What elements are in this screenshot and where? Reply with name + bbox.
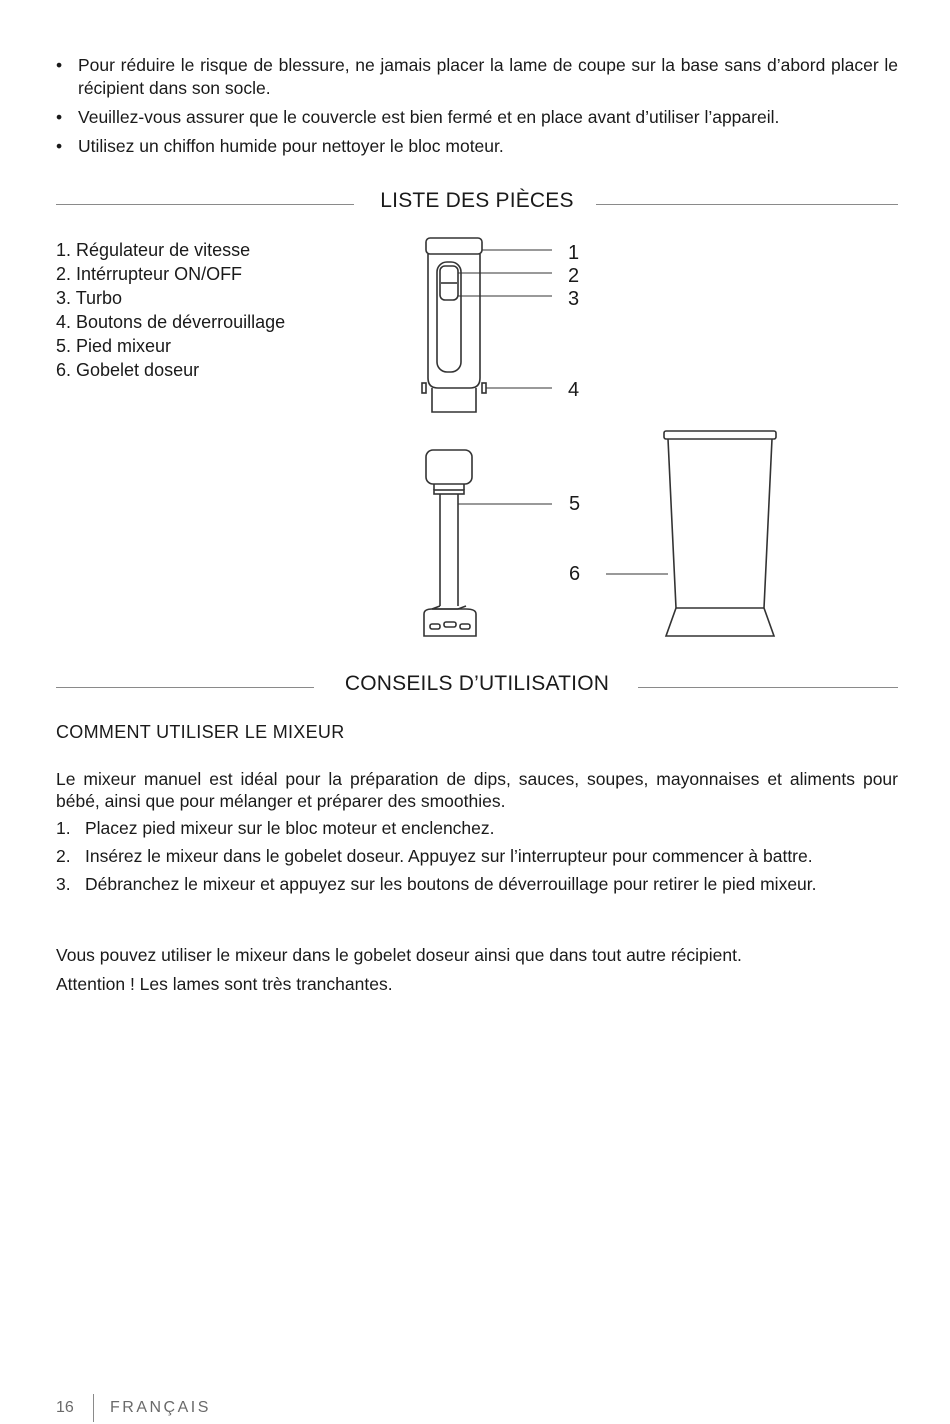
parts-list-item: 2. Intérrupteur ON/OFF — [56, 264, 243, 284]
parts-list — [56, 238, 285, 382]
usage-subtitle: COMMENT UTILISER LE MIXEUR — [56, 722, 345, 742]
parts-list-item: 4. Boutons de déverrouillage — [56, 312, 286, 332]
usage-step — [56, 845, 898, 867]
usage-section-title: CONSEILS D’UTILISATION — [344, 672, 610, 695]
callout-2: 2 — [568, 265, 580, 287]
page-number: 16 — [56, 1399, 74, 1416]
safety-item — [56, 135, 898, 158]
usage-intro: Le mixeur manuel est idéal pour la préparation de dips, sauces, soupes, mayonnaises et aliments pour bébé, ainsi que pour mélanger et préparer des smoothies. — [56, 769, 898, 811]
step-number: 2. — [56, 846, 71, 866]
callout-5: 5 — [569, 493, 581, 515]
parts-section-header — [56, 189, 898, 219]
usage-step — [56, 817, 898, 839]
closing-paragraph: Vous pouvez utiliser le mixeur dans le gobelet doseur ainsi que dans tout autre récipient. — [56, 945, 742, 965]
step-text: Placez pied mixeur sur le bloc moteur et enclenchez. — [85, 818, 495, 838]
step-text: Insérez le mixeur dans le gobelet doseur. Appuyez sur l’interrupteur pour commencer à battre. — [85, 846, 813, 866]
bullet: • — [56, 107, 63, 127]
parts-list-item: 1. Régulateur de vitesse — [56, 240, 251, 260]
safety-text: Pour réduire le risque de blessure, ne jamais placer la lame de coupe sur la base sans d’abord placer le récipient dans son socle. — [78, 55, 898, 98]
step-number: 1. — [56, 818, 71, 838]
parts-list-item: 6. Gobelet doseur — [56, 360, 200, 380]
closing-paragraph: Attention ! Les lames sont très tranchantes. — [56, 974, 393, 994]
measuring-cup-drawing — [664, 431, 776, 636]
callout-1: 1 — [568, 242, 580, 264]
safety-item — [56, 54, 898, 100]
bullet: • — [56, 55, 63, 75]
footer-divider — [93, 1394, 94, 1422]
safety-text: Utilisez un chiffon humide pour nettoyer le bloc moteur. — [78, 136, 504, 156]
step-text: Débranchez le mixeur et appuyez sur les boutons de déverrouillage pour retirer le pied mixeur. — [85, 874, 817, 894]
parts-list-item: 5. Pied mixeur — [56, 336, 172, 356]
usage-closing — [56, 944, 898, 1002]
footer-language: FRANÇAIS — [110, 1399, 211, 1416]
safety-item — [56, 106, 898, 129]
blender-illustration — [400, 228, 800, 648]
divider-right — [596, 204, 898, 205]
bullet: • — [56, 136, 63, 156]
callout-6: 6 — [569, 563, 581, 585]
usage-step — [56, 873, 898, 895]
callout-3: 3 — [568, 288, 580, 310]
motor-unit-drawing — [422, 238, 486, 412]
parts-diagram — [400, 228, 800, 648]
safety-text: Veuillez-vous assurer que le couvercle est bien fermé et en place avant d’utiliser l’appareil. — [78, 107, 780, 127]
divider-right — [638, 687, 898, 688]
parts-list-item: 3. Turbo — [56, 288, 123, 308]
safety-list — [56, 54, 898, 164]
usage-steps — [56, 817, 898, 901]
usage-section-header — [56, 672, 898, 702]
callout-4: 4 — [568, 379, 580, 401]
blending-shaft-drawing — [424, 450, 476, 636]
parts-section-title: LISTE DES PIÈCES — [380, 189, 574, 212]
step-number: 3. — [56, 874, 71, 894]
